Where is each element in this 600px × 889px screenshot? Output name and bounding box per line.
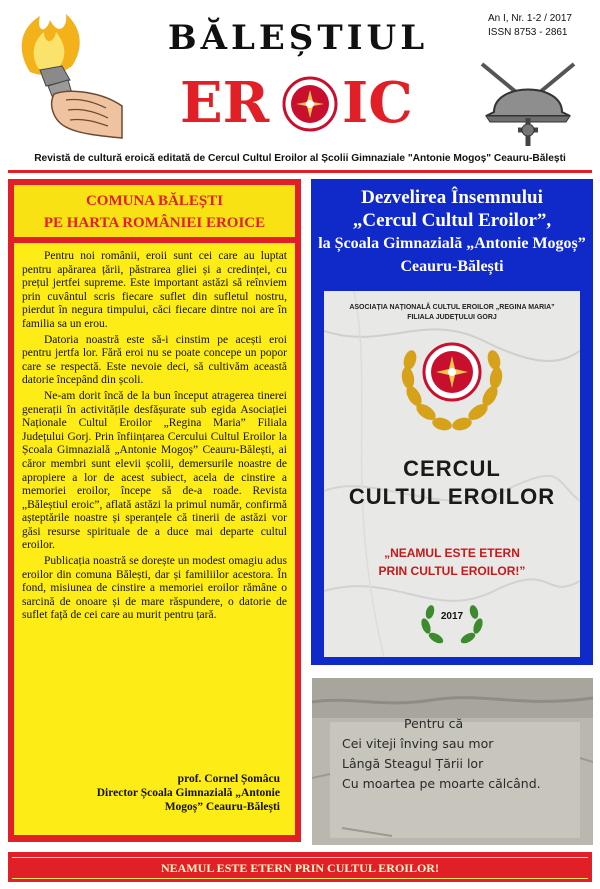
article-paragraph: Pentru noi românii, eroii sunt cei care au luptat pentru apărarea țării, păstrarea gliei și a credinței, cu prețul jertfei supreme. Este important astăzi să reînviem prin cuvântul scris fiecare suflet din sufletul nostru, pierdut în negura timpului, căci fiecare dintre noi are în familia sa un erou.	[22, 250, 287, 330]
right-title-line1: Dezvelirea Însemnului	[361, 187, 543, 208]
heroes-emblem-icon	[282, 76, 338, 132]
right-article-title	[318, 186, 586, 278]
issue-info	[488, 12, 592, 40]
article-signature	[22, 772, 280, 814]
plaque-year: 2017	[440, 611, 464, 622]
article-paragraph: Ne-am dorit încă de la bun început atragerea tinerei generații în activitățile desfășurate sub egida Asociației Naționale Cultul Eroilor „Regina Maria” Filiala Județului Gorj. Prin înființarea Cercului Cultul Eroilor la Școala Gimnazială „Antonie Mogoș” Ceauru-Bălești, ai căror membri sunt elevii școlii, demersurile noastre de apropiere a lor de acest subiect, acela de cinstire a memoriei eroilor, începe să de-a roade. Revista „Băleștiul eroic”, aflată astăzi la primul număr, confirmă așteptările noastre și speranțele că tinerii de astăzi vor găsi resurse spirituale de a duce mai departe cultul eroilor.	[22, 389, 287, 552]
issn: ISSN 8753 - 2861	[488, 27, 568, 38]
masthead-title-line2	[170, 68, 430, 138]
left-article-title	[14, 190, 295, 234]
signature-role-line2: Mogoș” Ceauru-Bălești	[164, 801, 280, 813]
right-title-line2: „Cercul Cultul Eroilor”,	[352, 210, 552, 231]
inscription-line3: Lângă Steagul Țării lor	[342, 756, 484, 771]
inscription-line4: Cu moartea pe moarte călcând.	[342, 776, 541, 791]
plaque-motto-line2: PRIN CULTUL EROILOR!”	[378, 564, 526, 578]
plaque-heading-line2: CULTUL EROILOR	[348, 484, 556, 509]
issue-number: An I, Nr. 1-2 / 2017	[488, 13, 572, 24]
right-title-line3: la Școala Gimnazială „Antonie Mogoș” Ceauru-Bălești	[318, 235, 586, 275]
masthead-title-line1: BĂLEȘTIUL	[167, 18, 429, 58]
plaque-heading-line1: CERCUL	[403, 456, 501, 481]
plaque-organization-line1: ASOCIAȚIA NAȚIONALĂ CULTUL EROILOR „REGINA MARIA”	[349, 304, 555, 311]
masthead-subtitle: Revistă de cultură eroică editată de Cercul Cultul Eroilor al Școlii Gimnaziale "Antonie Mogoș" Ceauru-Bălești	[34, 153, 566, 164]
footer-slogan: NEAMUL ESTE ETERN PRIN CULTUL EROILOR!	[161, 861, 439, 875]
helmet-cross-illustration	[474, 56, 584, 148]
masthead-title-part-a: ER	[180, 70, 270, 136]
article-paragraph: Publicația noastră se dorește un modest omagiu adus eroilor din comuna Bălești, dar și familiilor acestora. În fond, misiunea de cinstire a memoriei eroilor rămâne o sarcină de onoare și de mare răspundere, o datorie de suflet față de cei care au murit pentru țară.	[22, 555, 287, 622]
stone-inscription-photo	[312, 678, 593, 845]
torch-hand-illustration	[10, 10, 128, 142]
left-title-line2: PE HARTA ROMÂNIEI EROICE	[43, 215, 266, 231]
article-paragraph: Datoria noastră este să-i cinstim pe acești eroi pentru jertfa lor. Fără eroi nu se poate concepe un popor care se respectă. Este nevoie deci, să cultivăm această datorie începând din școli.	[22, 333, 287, 387]
inscription-line1: Pentru că	[404, 716, 464, 731]
left-title-line1: COMUNA BĂLEȘTI	[85, 193, 224, 209]
signature-role-line1: Director Școala Gimnazială „Antonie	[96, 787, 280, 799]
signature-name: prof. Cornel Șomâcu	[177, 773, 280, 785]
left-article-text	[22, 250, 287, 625]
laurel-emblem-icon	[392, 326, 512, 448]
header-divider	[8, 170, 592, 173]
inscription-line2: Cei viteji înving sau mor	[342, 736, 494, 751]
plaque-organization-line2: FILIALA JUDEȚULUI GORJ	[407, 314, 497, 321]
masthead-title-part-b: IC	[342, 70, 413, 136]
plaque-motto-line1: „NEAMUL ESTE ETERN	[384, 546, 520, 560]
